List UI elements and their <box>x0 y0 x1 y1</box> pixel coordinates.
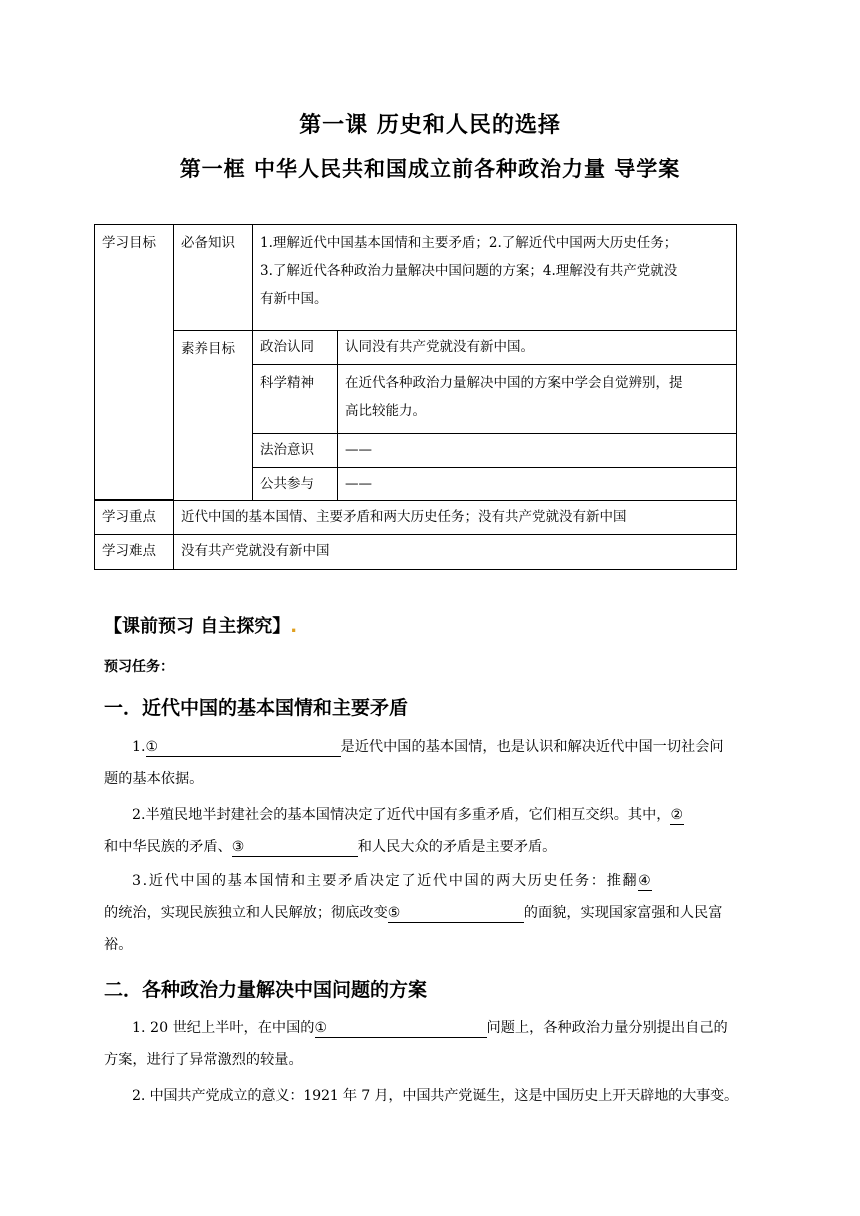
blank-4-marker: ④ <box>638 873 653 889</box>
section1-heading: 一．近代中国的基本国情和主要矛盾 <box>104 697 409 719</box>
goal-label: 学习目标 <box>102 235 156 251</box>
key-label: 学习重点 <box>102 509 156 525</box>
p3-text-a: 3.近代中国的基本国情和主要矛盾决定了近代中国的两大历史任务：推翻 <box>132 873 639 889</box>
key-text: 近代中国的基本国情、主要矛盾和两大历史任务；没有共产党就没有新中国 <box>181 509 627 525</box>
literacy-label-cell <box>173 330 253 501</box>
section2-heading: 二．各种政治力量解决中国问题的方案 <box>104 979 428 1001</box>
section1-paragraph-3-cont <box>104 897 756 961</box>
p1-number: 1. <box>132 739 146 755</box>
blank-1[interactable] <box>146 738 341 757</box>
section2-paragraph-1 <box>104 1012 756 1076</box>
literacy-row-name-cell <box>252 364 338 434</box>
blank-s2-1-marker: ① <box>314 1020 328 1036</box>
p2-text-c: 和人民大众的矛盾是主要矛盾。 <box>357 839 557 855</box>
blank-s2-1[interactable] <box>315 1019 487 1038</box>
task-label: 预习任务： <box>104 659 174 675</box>
p3-text-b: 的统治，实现民族独立和人民解放；彻底改变 <box>104 905 388 921</box>
literacy-row-text: —— <box>345 442 372 458</box>
key-label-cell <box>94 500 174 535</box>
literacy-row-text: 高比较能力。 <box>345 403 426 419</box>
p3-text-d: 裕。 <box>104 937 133 953</box>
difficult-text: 没有共产党就没有新中国 <box>181 543 330 559</box>
p2-text-a: 2.半殖民地半封建社会的基本国情决定了近代中国有多重矛盾，它们相互交织。其中， <box>132 807 671 823</box>
blank-1-marker: ① <box>145 739 159 755</box>
literacy-row-name-cell <box>252 433 338 468</box>
literacy-row-name: 法治意识 <box>260 442 314 458</box>
blank-3[interactable] <box>232 838 358 857</box>
s2-p1-text-c: 方案，进行了异常激烈的较量。 <box>104 1052 303 1068</box>
p2-text-b: 和中华民族的矛盾、 <box>104 839 232 855</box>
preview-dot: . <box>290 616 298 637</box>
difficult-content-cell <box>173 534 737 570</box>
blank-3-marker: ③ <box>231 839 245 855</box>
preview-heading <box>104 612 297 638</box>
difficult-label-cell <box>94 534 174 570</box>
section1-paragraph-1 <box>104 731 756 795</box>
blank-4[interactable] <box>638 872 652 891</box>
knowledge-line-1: 1.理解近代中国基本国情和主要矛盾；2.了解近代中国两大历史任务； <box>260 235 678 251</box>
p1-text-a: 是近代中国的基本国情，也是认识和解决近代中国一切社会问 <box>340 739 724 755</box>
section2-paragraph-2 <box>104 1080 769 1112</box>
literacy-row-content-cell <box>337 330 737 365</box>
goal-label-cell <box>94 224 174 500</box>
blank-2[interactable] <box>670 806 684 825</box>
s2-p1-text-a: 1. 20 世纪上半叶，在中国的 <box>132 1020 315 1036</box>
page-subtitle: 第一框 中华人民共和国成立前各种政治力量 导学案 <box>179 157 681 181</box>
preview-heading-text: 【课前预习 自主探究】 <box>104 616 291 637</box>
knowledge-label: 必备知识 <box>181 235 235 251</box>
literacy-row-text: 在近代各种政治力量解决中国的方案中学会自觉辨别，提 <box>345 375 683 391</box>
s2-p2-text: 2. 中国共产党成立的意义：1921 年 7 月，中国共产党诞生，这是中国历史上开天辟地的大事变。 <box>132 1088 739 1104</box>
page-title: 第一课 历史和人民的选择 <box>299 113 561 138</box>
literacy-row-name-cell <box>252 467 338 501</box>
literacy-row-text: —— <box>345 476 372 492</box>
blank-5-marker: ⑤ <box>387 905 401 921</box>
literacy-row-content-cell <box>337 433 737 468</box>
blank-5[interactable] <box>388 904 524 923</box>
knowledge-line-2: 3.了解近代各种政治力量解决中国问题的方案；4.理解没有共产党就没 <box>260 263 678 279</box>
literacy-row-content-cell <box>337 467 737 501</box>
literacy-row-name: 科学精神 <box>260 375 314 391</box>
literacy-row-name: 公共参与 <box>260 476 314 492</box>
literacy-row-content-cell <box>337 364 737 434</box>
section1-paragraph-2 <box>104 799 756 863</box>
key-content-cell <box>173 500 737 535</box>
section1-paragraph-3 <box>104 865 756 897</box>
knowledge-label-cell <box>173 224 253 331</box>
p3-text-c: 的面貌，实现国家富强和人民富 <box>523 905 723 921</box>
literacy-row-text: 认同没有共产党就没有新中国。 <box>345 339 534 355</box>
knowledge-content-cell <box>252 224 737 331</box>
p1-text-b: 题的基本依据。 <box>104 771 204 787</box>
literacy-row-name: 政治认同 <box>260 339 314 355</box>
blank-2-marker: ② <box>670 807 684 823</box>
objectives-table <box>94 224 737 570</box>
literacy-label: 素养目标 <box>181 341 235 357</box>
knowledge-line-3: 有新中国。 <box>260 291 328 307</box>
s2-p1-text-b: 问题上，各种政治力量分别提出自己的 <box>486 1020 728 1036</box>
literacy-row-name-cell <box>252 330 338 365</box>
difficult-label: 学习难点 <box>102 543 156 559</box>
